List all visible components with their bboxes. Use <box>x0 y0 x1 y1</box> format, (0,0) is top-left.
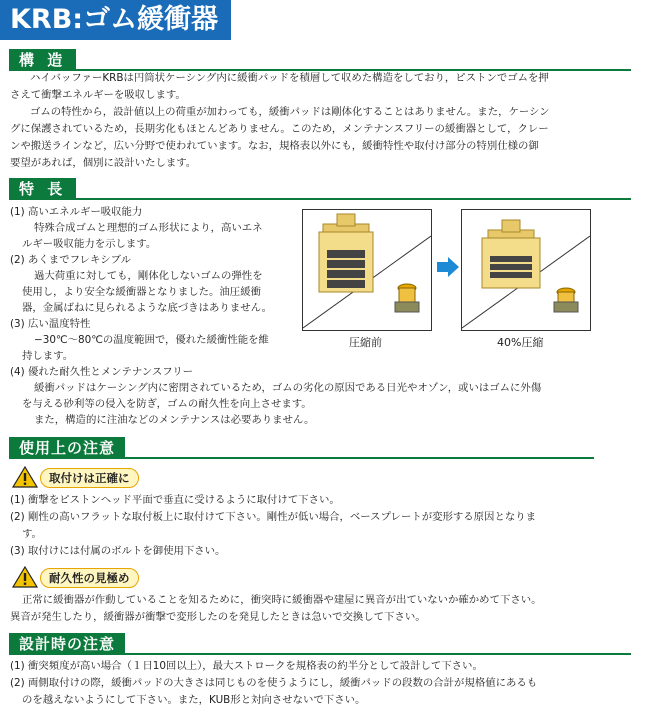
section-structure-heading: 構 造 <box>9 49 76 71</box>
section-divider <box>9 198 631 200</box>
caption-after: 40%圧縮 <box>497 336 544 349</box>
structure-line: さえて衝撃エネルギーを吸収します。 <box>10 89 186 101</box>
usage-line: (1) 衝撃をピストンヘッド平面で垂直に受けるように取付けて下さい。 <box>10 494 340 506</box>
warning-durability-label: 耐久性の見極め <box>40 568 139 588</box>
feature-line: 特殊合成ゴムと理想的ゴム形状により，高いエネ <box>34 222 263 234</box>
figure-before-compression <box>302 209 432 331</box>
bumper-uncompressed-illustration <box>303 210 431 330</box>
section-divider <box>9 457 594 459</box>
feature-line: (1) 高いエネルギー吸収能力 <box>10 206 143 218</box>
feature-line: (2) あくまでフレキシブル <box>10 254 131 266</box>
structure-line: ハイバッファーKRBは円筒状ケーシング内に緩衝パッドを積層して収めた構造をしており，ピストンでゴムを押 <box>30 72 549 84</box>
bumper-compressed-illustration <box>462 210 590 330</box>
feature-line: −30℃〜80℃の温度範囲で，優れた緩衝性能を維 <box>34 334 269 346</box>
feature-line: (3) 広い温度特性 <box>10 318 91 330</box>
section-structure-header <box>9 49 76 71</box>
warning-install-label: 取付けは正確に <box>40 468 139 488</box>
usage-line: (3) 取付けには付属のボルトを御使用下さい。 <box>10 545 226 557</box>
design-line: のを越えないようにして下さい。また，KUB形と対向させないで下さい。 <box>22 694 366 706</box>
structure-line: ンや搬送ラインなど，広い分野で使われています。なお，規格表以外にも，緩衝特性や取付け部分の特別仕様の御 <box>10 140 539 152</box>
design-line: (1) 衝突頻度が高い場合（１日10回以上），最大ストロークを規格表の約半分として設計して下さい。 <box>10 660 483 672</box>
feature-line: 持します。 <box>22 350 74 362</box>
structure-line: ゴムの特性から，設計値以上の荷重が加わっても，緩衝パッドは剛体化することはありません。また，ケーシン <box>30 106 550 118</box>
feature-line: 緩衝パッドはケーシング内に密閉されているため，ゴムの劣化の原因である日光やオゾン，或いはゴムに外傷 <box>34 382 542 394</box>
usage-line: す。 <box>22 528 42 540</box>
page-title: KRB:ゴム緩衝器 <box>0 0 231 40</box>
warning-icon <box>12 466 38 488</box>
section-usage-header <box>9 437 125 459</box>
figure-40-percent-compression <box>461 209 591 331</box>
section-divider <box>9 653 631 655</box>
feature-line: (4) 優れた耐久性とメンテナンスフリー <box>10 366 194 378</box>
section-design-header <box>9 633 125 655</box>
feature-line: を与える砂利等の侵入を防ぎ，ゴムの耐久性を向上させます。 <box>22 398 312 410</box>
caption-before: 圧縮前 <box>349 336 382 349</box>
feature-line: また，構造的に注油などのメンテナンスは必要ありません。 <box>34 414 315 426</box>
feature-line: ルギー吸収能力を示します。 <box>22 238 157 250</box>
section-features-heading: 特 長 <box>9 178 76 200</box>
section-usage-heading: 使用上の注意 <box>9 437 125 459</box>
usage-line: 正常に緩衝器が作動していることを知るために，衝突時に緩衝器や建屋に異音が出ていないか確かめて下さい。 <box>22 594 542 606</box>
structure-line: グに保護されているため，長期劣化もほとんどありません。このため，メンテナンスフリーの緩衝器として，クレー <box>10 123 549 135</box>
warning-icon <box>12 566 38 588</box>
design-line: (2) 両側取付けの際，緩衝パッドの大きさは同じものを使うようにし，緩衝パッドの段数の合計が規格値にあるも <box>10 677 538 689</box>
structure-line: 要望があれば，個別に設計いたします。 <box>10 157 197 169</box>
feature-line: 使用し，より安全な緩衝器となりました。油圧緩衝 <box>22 286 261 298</box>
feature-line: 器，金属ばねに見られるような底づきはありません。 <box>22 302 272 314</box>
usage-line: 異音が発生したり，緩衝器が衝撃で変形したのを発見したときは急いで交換して下さい。 <box>10 611 426 623</box>
usage-line: (2) 剛性の高いフラットな取付板上に取付けて下さい。剛性が低い場合，ベースプレートが変形する原因となりま <box>10 511 537 523</box>
section-features-header <box>9 178 76 200</box>
section-design-heading: 設計時の注意 <box>9 633 125 655</box>
arrow-right-icon <box>437 257 459 277</box>
feature-line: 過大荷重に対しても，剛体化しないゴムの弾性を <box>34 270 263 282</box>
